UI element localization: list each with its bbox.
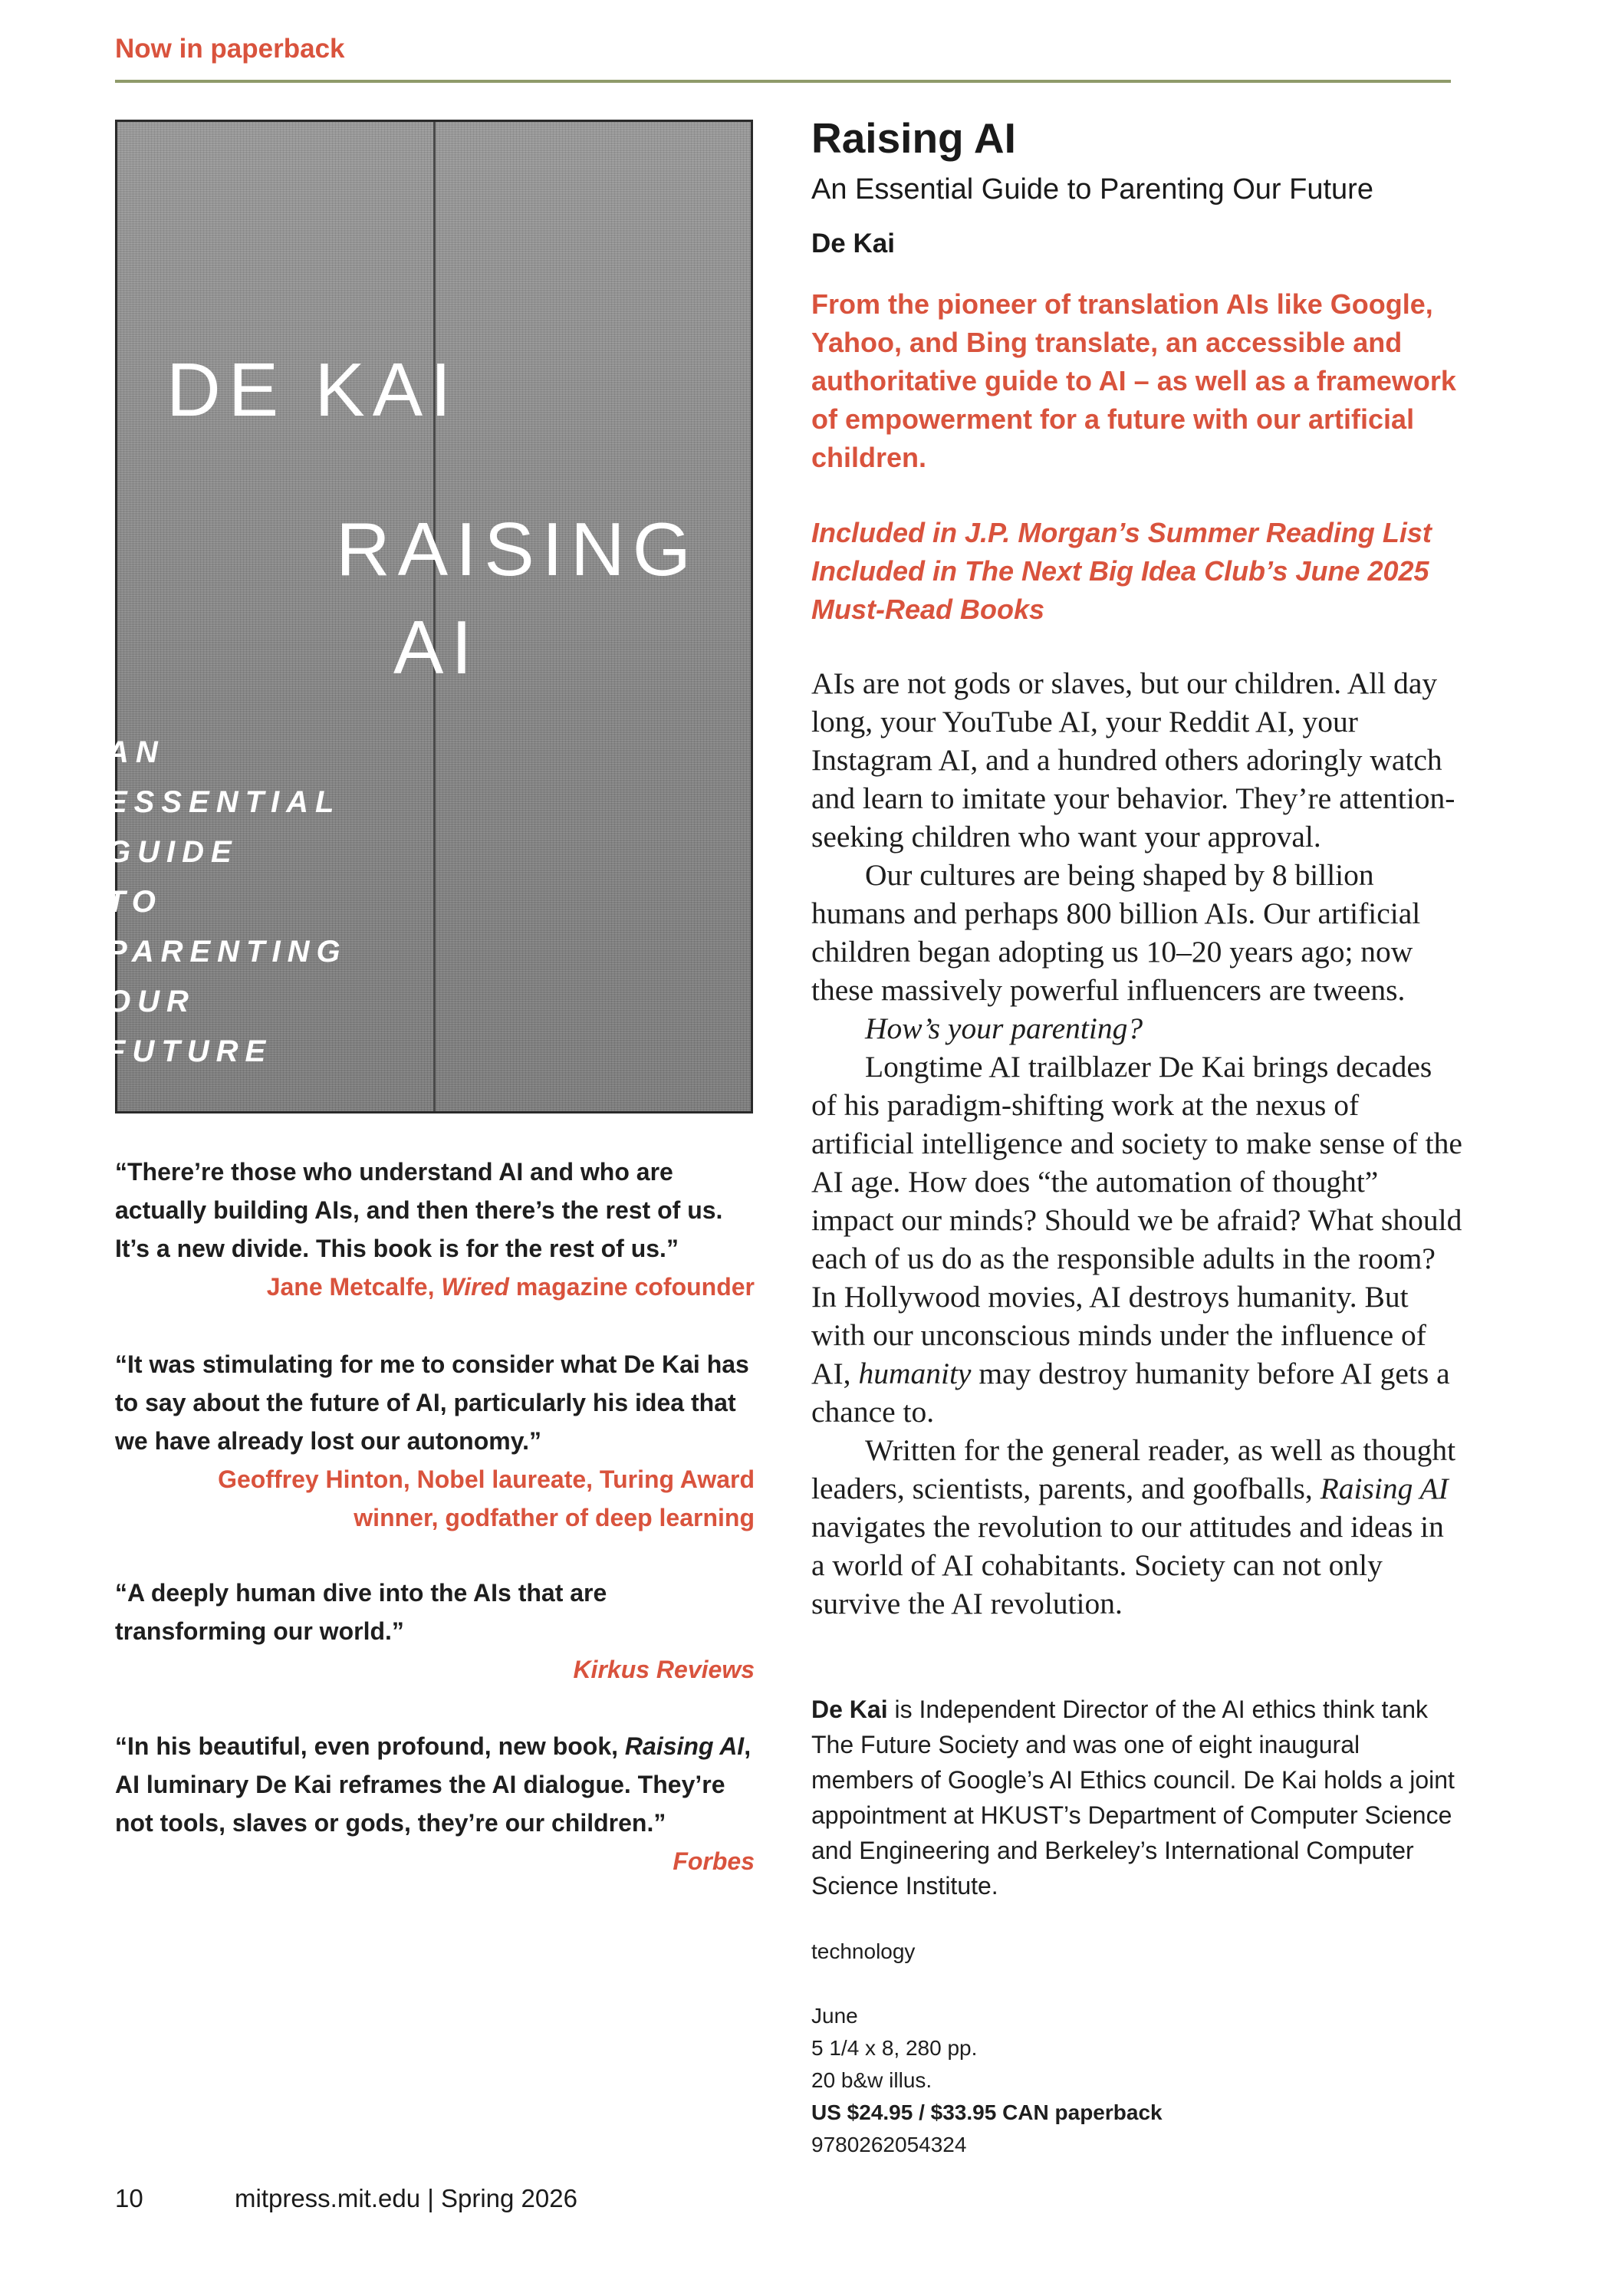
meta-price: US $24.95 / $33.95 CAN paperback [811,2100,1163,2124]
cover-subtitle-line: ESSENTIAL [107,785,341,819]
quote-2-attribution [115,1460,755,1537]
body-paragraph: Our cultures are being shaped by 8 billion humans and perhaps 800 billion AIs. Our artificial children began adopting us 10–20 years ago; now these massively powerful influencers are tweens. [811,858,1421,1007]
bio-text: is Independent Director of the AI ethics think tank The Future Society and was one of eight inaugural members of Google’s AI Ethics council. De Kai holds a joint appointment at HKUST’s Department of Computer Science and Engineering and Berkeley’s International Computer Science Institute. [811,1696,1455,1900]
book-author: De Kai [811,229,895,258]
quote-1: “There’re those who understand AI and who are actually building AIs, and then there’s the rest of us. It’s a new divide. This book is for the rest of us.” [115,1158,723,1262]
quote-4 [115,1727,755,1842]
meta-illustrations: 20 b&w illus. [811,2068,932,2092]
meta-month: June [811,2004,858,2028]
body-paragraph: AIs are not gods or slaves, but our children. All day long, your YouTube AI, your Reddit AI, your Instagram AI, and a hundred others adoringly watch and learn to imitate your behavior. They’re attention-seeking children who want your approval. [811,666,1455,854]
author-bio [811,1692,1463,1903]
body-paragraph [811,1431,1463,1623]
cover-subtitle [107,728,347,1077]
quote-3-attribution: Kirkus Reviews [573,1656,755,1683]
accolades [811,514,1471,629]
quote-text: , AI luminary De Kai reframes the AI dialogue. They’re not tools, slaves or gods, they’re our children.” [115,1732,752,1837]
attribution-text: magazine cofounder [508,1273,755,1301]
body-italic: Raising AI [1320,1472,1449,1505]
description-body [811,664,1463,1623]
quote-text: “In his beautiful, even profound, new book, [115,1732,625,1760]
attribution-publication: Wired [441,1273,509,1301]
cover-title-line2: AI [393,605,480,689]
meta-format: 5 1/4 x 8, 280 pp. [811,2036,978,2060]
cover-subtitle-line: TO [107,885,163,919]
quote-1-attribution [115,1268,755,1306]
accolade: Included in J.P. Morgan’s Summer Reading List [811,517,1432,548]
footer-site: mitpress.mit.edu | Spring 2026 [235,2184,577,2212]
body-italic: How’s your parenting? [865,1011,1143,1045]
book-subtitle: An Essential Guide to Parenting Our Future [811,173,1373,206]
book-title: Raising AI [811,114,1016,162]
book-cover [107,120,753,1113]
accolade: Included in The Next Big Idea Club’s June 2025 Must-Read Books [811,555,1429,625]
meta-isbn: 9780262054324 [811,2133,967,2156]
quote-2: “It was stimulating for me to consider what De Kai has to say about the future of AI, particularly his idea that we have already lost our autonomy.” [115,1350,749,1455]
body-paragraph [811,1048,1463,1431]
attribution-line: Geoffrey Hinton, Nobel laureate, Turing Award [218,1465,755,1493]
cover-subtitle-line: GUIDE [107,835,238,869]
quote-4-attribution: Forbes [673,1847,755,1875]
meta-category: technology [811,1939,916,1963]
bio-name: De Kai [811,1696,888,1723]
attribution-line: winner, godfather of deep learning [354,1504,755,1531]
body-paragraph [811,1009,1463,1048]
body-text: may destroy humanity before AI gets a chance to. [811,1357,1450,1429]
cover-author: DE KAI [166,347,459,432]
cover-subtitle-line: PARENTING [107,935,347,969]
book-blurb: From the pioneer of translation AIs like Google, Yahoo, and Bing translate, an accessible and authoritative guide to AI – as well as a framework of empowerment for a future with our artificial children. [811,288,1456,473]
section-label: Now in paperback [115,34,345,64]
body-text: navigates the revolution to our attitudes and ideas in a world of AI cohabitants. Society can not only survive the AI revolution. [811,1510,1444,1620]
cover-title-line1: RAISING [336,507,699,591]
cover-subtitle-line: FUTURE [107,1035,273,1068]
attribution-text: Jane Metcalfe, [266,1273,442,1301]
body-text: Written for the general reader, as well as thought leaders, scientists, parents, and goofballs, [811,1433,1456,1505]
cover-subtitle-line: OUR [107,985,196,1018]
top-rule [115,80,1451,83]
page-number: 10 [115,2184,143,2212]
body-italic: humanity [858,1357,972,1390]
quote-book-title: Raising AI [624,1732,745,1760]
quote-3: “A deeply human dive into the AIs that are transforming our world.” [115,1579,607,1645]
body-text: Longtime AI trailblazer De Kai brings decades of his paradigm-shifting work at the nexus of artificial intelligence and society to make sense of the AI age. How does “the automation of thought” impact our minds? Should we be afraid? What should each of us do as the responsible adults in the room? In Hollywood movies, AI destroys humanity. But with our unconscious minds under the influence of AI, [811,1050,1462,1390]
cover-subtitle-line: AN [107,735,165,769]
